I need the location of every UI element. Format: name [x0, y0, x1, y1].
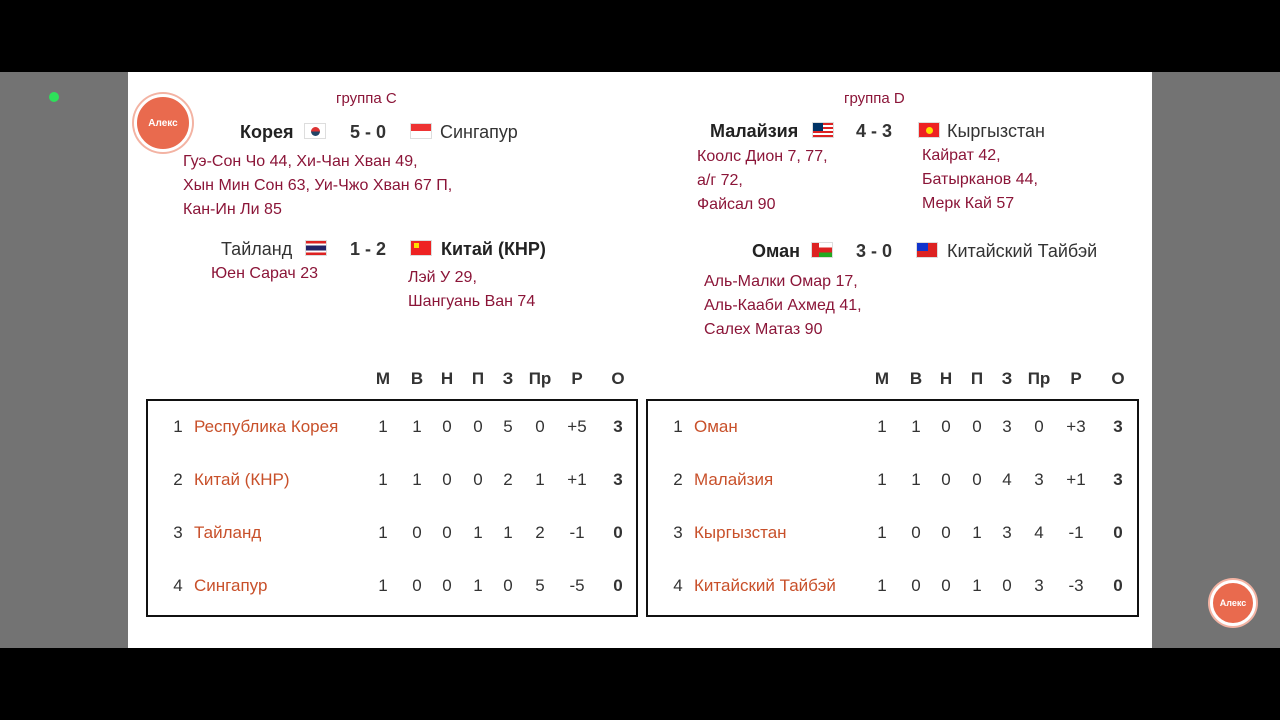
c-match1-score: 5 - 0: [350, 122, 387, 142]
scorer-line: Файсал 90: [697, 196, 776, 213]
stat-cell: 1: [412, 470, 422, 489]
d-match2-away: Китайский Тайбэй: [947, 241, 1098, 261]
stat-cell: -1: [1068, 523, 1084, 542]
china-flag-icon: [410, 240, 432, 256]
team-name-cell: Малайзия: [694, 470, 774, 489]
stat-cell: 2: [503, 470, 513, 489]
team-name-cell: Китай (КНР): [194, 470, 290, 489]
c-match2-away: Китай (КНР): [441, 239, 546, 259]
stat-cell: 3: [1002, 523, 1012, 542]
column-header: Пр: [1027, 369, 1051, 388]
stat-cell: 3: [1034, 576, 1044, 595]
watermark-logo-icon: [1210, 580, 1256, 626]
stat-cell: 0: [972, 470, 982, 489]
c-match1-away: Сингапур: [440, 122, 518, 142]
stat-cell: 0: [941, 576, 951, 595]
kyrgyzstan-flag-icon: [918, 122, 940, 138]
column-header: З: [502, 369, 514, 388]
stat-cell: 0: [941, 470, 951, 489]
team-name-cell: Китайский Тайбэй: [694, 576, 836, 595]
standings-card: [128, 72, 1152, 648]
rank-cell: 1: [673, 417, 683, 436]
column-header: Р: [571, 369, 583, 388]
scorer-line: Салех Матаз 90: [704, 321, 823, 338]
stat-cell: 1: [972, 523, 982, 542]
stat-cell: 0: [941, 417, 951, 436]
stat-cell: 0: [473, 470, 483, 489]
stat-cell: 0: [412, 523, 422, 542]
stat-cell: 5: [503, 417, 513, 436]
scorer-line: Гуэ-Сон Чо 44, Хи-Чан Хван 49,: [183, 153, 418, 170]
stat-cell: 0: [412, 576, 422, 595]
stat-cell: 1: [378, 576, 388, 595]
column-header: П: [471, 369, 485, 388]
team-name-cell: Республика Корея: [194, 417, 339, 436]
d-match2-score: 3 - 0: [856, 241, 893, 261]
oman-flag-icon: [811, 242, 833, 258]
scorer-line: Коолс Дион 7, 77,: [697, 148, 828, 165]
stat-cell: 3: [1002, 417, 1012, 436]
column-header: П: [970, 369, 984, 388]
stat-cell: +1: [567, 470, 587, 489]
d-match1-home-scorers: [697, 145, 828, 217]
table-row: [648, 507, 1137, 560]
stat-cell: 1: [911, 470, 921, 489]
stat-cell: 0: [503, 576, 513, 595]
d-match1-away: Кыргызстан: [947, 121, 1045, 141]
stat-cell: 0: [911, 523, 921, 542]
stat-cell: +1: [1066, 470, 1086, 489]
points-cell: 3: [613, 470, 623, 489]
stat-cell: 0: [442, 523, 452, 542]
rank-cell: 4: [173, 576, 183, 595]
scorer-line: Батырканов 44,: [922, 171, 1038, 188]
table-row: [648, 454, 1137, 507]
rank-cell: 2: [673, 470, 683, 489]
channel-logo-icon: [134, 94, 192, 152]
c-match2-home: Тайланд: [221, 239, 293, 259]
stat-cell: 1: [378, 523, 388, 542]
stat-cell: -1: [569, 523, 585, 542]
points-cell: 3: [1113, 470, 1123, 489]
points-cell: 0: [1113, 523, 1123, 542]
scorer-line: Юен Сарач 23: [211, 265, 318, 282]
stat-cell: 0: [911, 576, 921, 595]
stat-cell: 4: [1034, 523, 1044, 542]
scorer-line: Лэй У 29,: [408, 269, 477, 286]
group-d-standings-table: [646, 399, 1139, 617]
table-row: [648, 401, 1137, 454]
singapore-flag-icon: [410, 123, 432, 139]
stat-cell: -5: [569, 576, 585, 595]
stat-cell: 1: [877, 523, 887, 542]
side-panel-left: [0, 72, 128, 648]
column-header: О: [1111, 369, 1125, 388]
scorer-line: Мерк Кай 57: [922, 195, 1015, 212]
side-panel-right: [1152, 72, 1280, 648]
table-row: [148, 454, 636, 507]
thailand-flag-icon: [305, 240, 327, 256]
scorer-line: Аль-Малки Омар 17,: [704, 273, 858, 290]
letterbox-top: [0, 0, 1280, 72]
rank-cell: 1: [173, 417, 183, 436]
column-header: Пр: [528, 369, 552, 388]
group-c-title: группа С: [336, 90, 397, 107]
scorer-line: Шангуань Ван 74: [408, 293, 536, 310]
scorer-line: а/г 72,: [697, 172, 743, 189]
points-cell: 0: [613, 576, 623, 595]
column-header: В: [410, 369, 424, 388]
stat-cell: 1: [473, 576, 483, 595]
stat-cell: 0: [473, 417, 483, 436]
column-header: М: [874, 369, 890, 388]
column-header: З: [1001, 369, 1013, 388]
column-header: Н: [939, 369, 953, 388]
stat-cell: 0: [442, 470, 452, 489]
letterbox-bottom: [0, 648, 1280, 720]
stat-cell: 0: [535, 417, 545, 436]
group-d-title: группа D: [844, 90, 905, 107]
team-name-cell: Сингапур: [194, 576, 268, 595]
stat-cell: 1: [503, 523, 513, 542]
table-row: [148, 507, 636, 560]
column-header: М: [375, 369, 391, 388]
points-cell: 0: [613, 523, 623, 542]
stat-cell: 1: [877, 470, 887, 489]
table-row: [148, 401, 636, 454]
status-dot-icon: [49, 92, 59, 102]
column-header: Р: [1070, 369, 1082, 388]
logo-text: Алекс: [1219, 598, 1247, 608]
team-name-cell: Тайланд: [194, 523, 262, 542]
c-match1-scorers: [183, 150, 452, 222]
points-cell: 3: [613, 417, 623, 436]
stat-cell: 1: [911, 417, 921, 436]
team-name-cell: Кыргызстан: [694, 523, 787, 542]
stat-cell: +3: [1066, 417, 1086, 436]
stat-cell: 1: [877, 576, 887, 595]
stat-cell: +5: [567, 417, 587, 436]
scorer-line: Кайрат 42,: [922, 147, 1001, 164]
table-row: [148, 560, 636, 613]
rank-cell: 4: [673, 576, 683, 595]
c-match2-home-scorers: [211, 262, 318, 286]
column-header: О: [611, 369, 625, 388]
stat-cell: 1: [378, 470, 388, 489]
stat-cell: 5: [535, 576, 545, 595]
korea-flag-icon: [304, 123, 326, 139]
points-cell: 3: [1113, 417, 1123, 436]
stat-cell: 4: [1002, 470, 1012, 489]
c-match2-away-scorers: [408, 266, 535, 314]
rank-cell: 2: [173, 470, 183, 489]
stat-cell: 0: [941, 523, 951, 542]
stat-cell: 0: [972, 417, 982, 436]
scorer-line: Кан-Ин Ли 85: [183, 201, 282, 218]
team-name-cell: Оман: [694, 417, 738, 436]
c-match2-score: 1 - 2: [350, 239, 387, 259]
taiwan-flag-icon: [916, 242, 938, 258]
stat-cell: 1: [535, 470, 545, 489]
malaysia-flag-icon: [812, 122, 834, 138]
stat-cell: 0: [442, 576, 452, 595]
table-row: [648, 560, 1137, 613]
stat-cell: 1: [412, 417, 422, 436]
stat-cell: 2: [535, 523, 545, 542]
column-header: В: [909, 369, 923, 388]
stat-cell: 3: [1034, 470, 1044, 489]
scorer-line: Хын Мин Сон 63, Уи-Чжо Хван 67 П,: [183, 177, 453, 194]
group-c-standings-table: [146, 399, 638, 617]
d-match2-home: Оман: [752, 241, 800, 261]
stat-cell: 0: [1034, 417, 1044, 436]
stat-cell: 0: [442, 417, 452, 436]
column-header: Н: [440, 369, 454, 388]
logo-text: Алекс: [148, 117, 178, 129]
stat-cell: 1: [378, 417, 388, 436]
d-match1-home: Малайзия: [710, 121, 799, 141]
d-match1-away-scorers: [922, 144, 1038, 216]
c-match1-home: Корея: [240, 122, 294, 142]
scorer-line: Аль-Кааби Ахмед 41,: [704, 297, 862, 314]
rank-cell: 3: [673, 523, 683, 542]
d-match1-score: 4 - 3: [856, 121, 893, 141]
d-match2-scorers: [704, 270, 862, 342]
points-cell: 0: [1113, 576, 1123, 595]
stat-cell: 0: [1002, 576, 1012, 595]
stat-cell: -3: [1068, 576, 1084, 595]
stat-cell: 1: [972, 576, 982, 595]
stat-cell: 1: [877, 417, 887, 436]
rank-cell: 3: [173, 523, 183, 542]
stat-cell: 1: [473, 523, 483, 542]
